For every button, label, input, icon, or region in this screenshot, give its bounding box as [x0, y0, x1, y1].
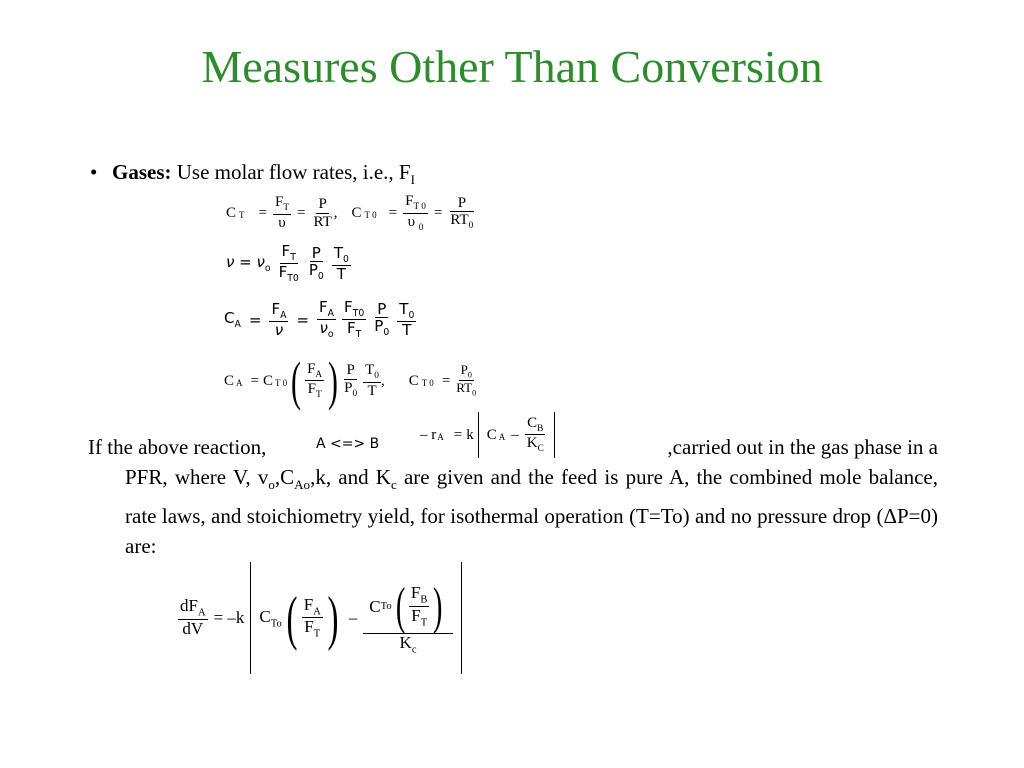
equation-pfr-mole-balance: $\frac{dF_A}{dV}$ = –k $C_{To}$ ( $\frac{F_A}{F_T}$ ) – C To ( $\frac{F_B}{F_T}$ ) $K_c$ — [178, 562, 462, 674]
bullet-marker: • — [90, 160, 98, 184]
paragraph-body: PFR, where V, $v_o,C_{Ao},k$, and $K_c$ are given and the feed is pure A, the combined mole balance, rate laws, and stoichiometry yield, for isothermal operation (T=To) and no pressure drop (ΔP=0) are: — [125, 465, 938, 559]
equation-concentration-a: $C_A$ = $\frac{F_A}{\nu}$ = $\frac{F_A}{\nu_o}$ $\frac{F_{T0}}{F_T}$ $\frac{P}{P_0}$ $\frac{T_0}{T}$ — [224, 298, 415, 340]
bullet-text: Use molar flow rates, i.e., F — [171, 160, 411, 184]
equation-total-concentration: C T = $\frac{F_T}{\upsilon}$ = $\frac{P}{RT}$ , C T 0 = $\frac{F_{T 0}}{\upsilon _0}$ = $\frac{P}{RT_0}$ — [226, 193, 474, 233]
paragraph-line1-end: ,carried out in the gas phase in a — [667, 435, 938, 459]
bullet-lead: Gases: — [112, 160, 172, 184]
slide-title: Measures Other Than Conversion — [201, 41, 823, 92]
bullet-gases — [90, 160, 415, 188]
equation-concentration-a-ct0: C A = C T 0 ( $\frac{F_A}{F_T}$ ) $\frac{P}{P_0}$ $\frac{T_0}{T}$ , C T 0 = $\frac{P_0}{RT_0}$ — [224, 351, 477, 411]
equation-rate-law: – r A = k C A – $\frac{C_B}{K_C}$ — [420, 412, 555, 458]
equation-volumetric-flow: $\nu = \nu_o$ $\frac{F_T}{F_{T0}}$ $\frac{P}{P_0}$ $\frac{T_0}{T}$ — [226, 242, 349, 284]
paragraph-pfr — [88, 432, 938, 562]
paragraph-start: If the above reaction, — [88, 435, 267, 459]
bullet-text-sub: I — [410, 172, 415, 188]
reaction-equation-inline: A <=> B — [316, 436, 380, 452]
